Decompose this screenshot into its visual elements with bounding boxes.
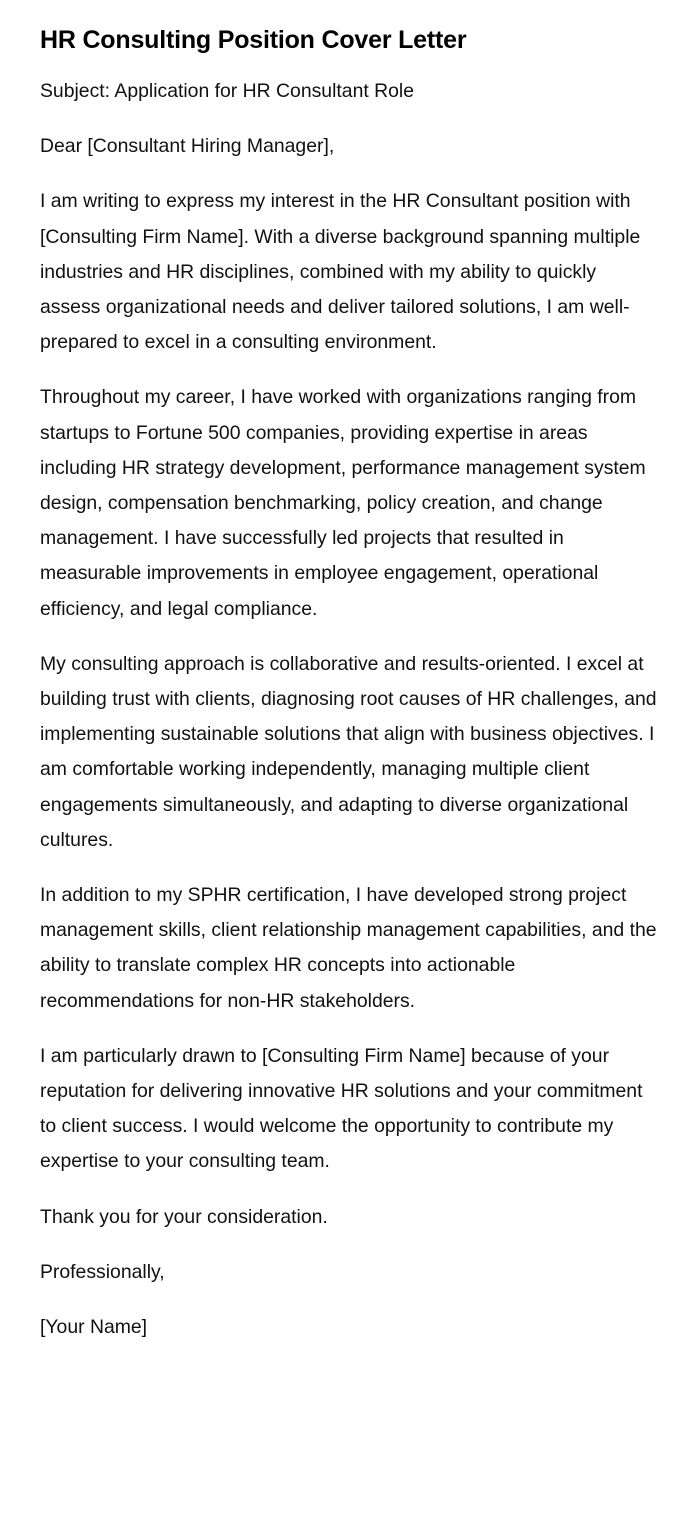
signature-placeholder: [Your Name]: [40, 1316, 148, 1339]
body-paragraph-4: In addition to my SPHR certification, I have developed strong project management skills, client relationship management capabilities, and the ability to translate complex HR concepts into actionable recommendations for non-HR stakeholders.: [40, 884, 657, 1012]
salutation: Dear [Consultant Hiring Manager],: [40, 135, 335, 158]
thanks-line: Thank you for your consideration.: [40, 1205, 328, 1228]
body-paragraph-3: My consulting approach is collaborative and results-oriented. I excel at building trust with clients, diagnosing root causes of HR challenges, and implementing sustainable solutions that align with business objectives. I am comfortable working independently, managing multiple client engagements simultaneously, and adapting to diverse organizational cultures.: [40, 652, 657, 851]
subject-line: Subject: Application for HR Consultant Role: [40, 80, 415, 102]
page-title: HR Consulting Position Cover Letter: [40, 26, 467, 54]
body-paragraph-5: I am particularly drawn to [Consulting Firm Name] because of your reputation for delivering innovative HR solutions and your commitment to client success. I would welcome the opportunity to contribute my expertise to your consulting team.: [40, 1044, 643, 1173]
closing-line: Professionally,: [40, 1260, 165, 1283]
body-paragraph-1: I am writing to express my interest in the HR Consultant position with [Consulting Firm Name]. With a diverse background spanning multiple industries and HR disciplines, combined with my ability to quickly assess organizational needs and deliver tailored solutions, I am well-prepared to excel in a consulting environment.: [40, 190, 641, 354]
body-paragraph-2: Throughout my career, I have worked with organizations ranging from startups to Fortune 500 companies, providing expertise in areas including HR strategy development, performance management system design, compensation benchmarking, policy creation, and change management. I have successfully led projects that resulted in measurable improvements in employee engagement, operational efficiency, and legal compliance.: [40, 386, 646, 620]
